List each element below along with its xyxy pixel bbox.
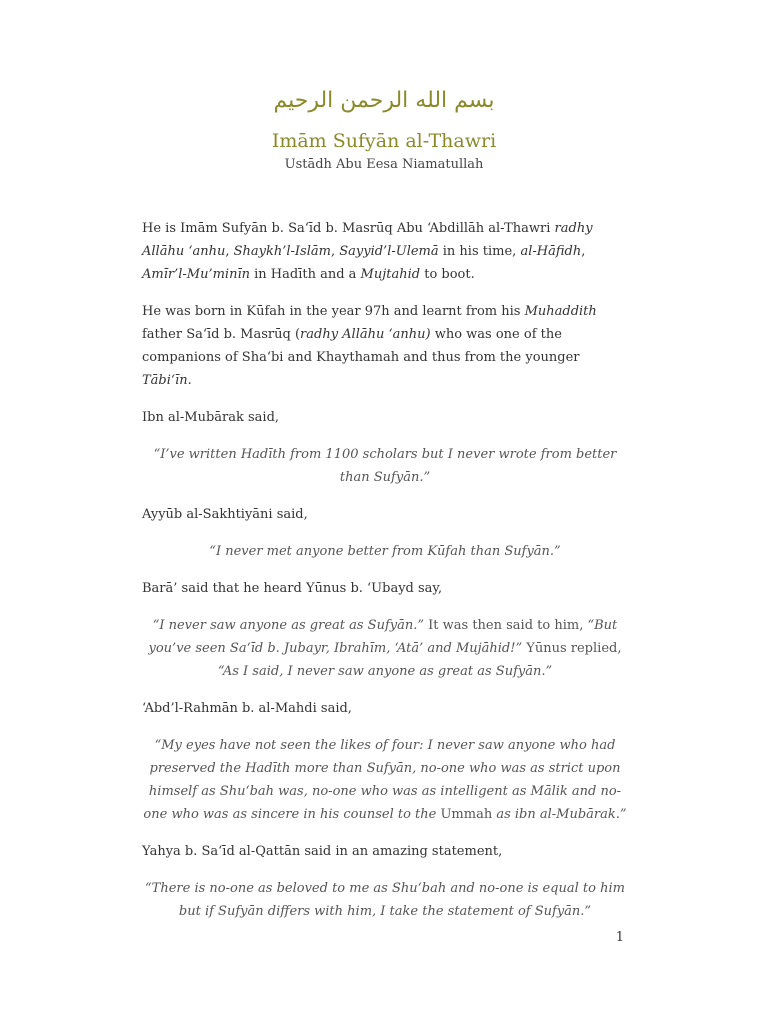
paragraph-abd-rahman: ‘Abd’l-Rahmān b. al-Mahdi said, [142, 701, 352, 716]
paragraph-yahya: Yahya b. Sa‘īd al-Qattān said in an amazing statement, [142, 844, 503, 859]
bismillah-heading: بسم الله الرحمن الرحيم [273, 88, 495, 113]
document-author: Ustādh Abu Eesa Niamatullah [284, 157, 484, 172]
paragraph-ayyub: Ayyūb al-Sakhtiyāni said, [142, 507, 308, 522]
quote-abd-rahman: “My eyes have not seen the likes of four: I never saw anyone who had preserved the Hadīth more than Sufyān, no-one who was as strict upon himself as Shu‘bah was, no-one who was as intelligent as Mālik and no-one who was as sincere in his counsel to the Ummah as ibn al-Mubārak.” [143, 738, 627, 822]
paragraph-birth: He was born in Kūfah in the year 97h and learnt from his Muhaddith father Sa‘īd b. Masrūq (radhy Allāhu ‘anhu) who was one of the companions of Sha‘bi and Khaythamah and thus from the younger Tābi‘īn. [142, 304, 597, 388]
document-body [142, 217, 628, 937]
quote-ibn-mubarak: “I’ve written Hadīth from 1100 scholars but I never wrote from better than Sufyān.” [153, 447, 617, 485]
paragraph-bara: Barā’ said that he heard Yūnus b. ‘Ubayd say, [142, 581, 443, 596]
quote-ayyub: “I never met anyone better from Kūfah than Sufyān.” [209, 544, 561, 559]
page-number: 1 [615, 930, 624, 945]
quote-yunus: “I never saw anyone as great as Sufyān.” It was then said to him, “But you’ve seen Sa‘īd b. Jubayr, Ibrahīm, ‘Atā’ and Mujāhid!” Yūnus replied, “As I said, I never saw anyone as great as Sufyān.” [148, 618, 622, 679]
document-title: Imām Sufyān al-Thawri [271, 130, 497, 152]
paragraph-intro: He is Imām Sufyān b. Sa‘īd b. Masrūq Abu ‘Abdillāh al-Thawri radhy Allāhu ‘anhu, Shaykh’l-Islām, Sayyid’l-Ulemā in his time, al-Hāfidh, Amīr’l-Mu’minīn in Hadīth and a Mujtahid to boot. [142, 221, 593, 282]
quote-yahya: “There is no-one as beloved to me as Shu‘bah and no-one is equal to him but if Sufyān differs with him, I take the statement of Sufyān.” [145, 881, 625, 919]
paragraph-ibn-mubarak: Ibn al-Mubārak said, [142, 410, 280, 425]
